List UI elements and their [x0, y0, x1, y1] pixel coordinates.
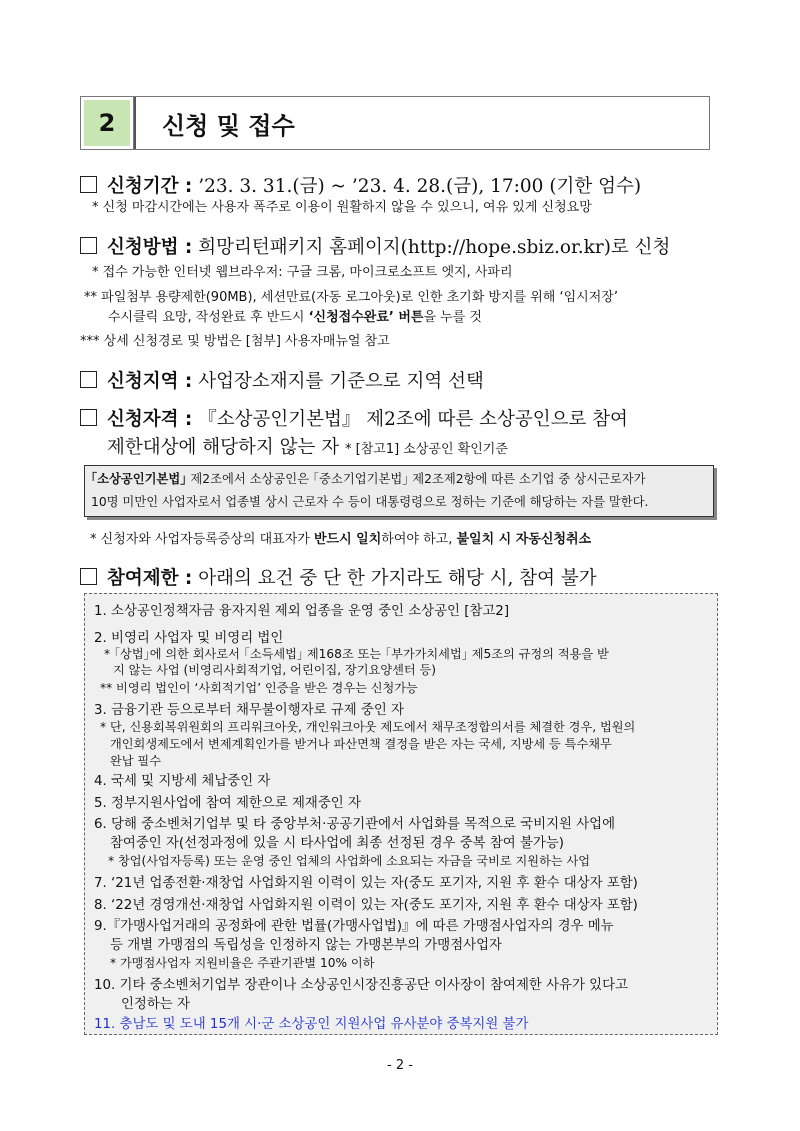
list-item: 등 개별 가맹점의 독립성을 인정하지 않는 가맹본부의 가맹점사업자	[110, 938, 502, 953]
list-subnote: ** 비영리 법인이 ‘사회적기업’ 인증을 받은 경우는 신청가능	[100, 681, 418, 695]
restriction-value: 아래의 요건 중 단 한 가지라도 해당 시, 참여 불가	[198, 568, 597, 589]
section-number: 2	[81, 97, 134, 149]
list-subnote: * ｢상법｣에 의한 회사로서 ｢소득세법｣ 제168조 또는 ｢부가가치세법｣ 제5조의 규정의 적용을 받	[104, 647, 609, 661]
definition-box: ｢소상공인기본법｣ 제2조에서 소상공인은 ｢중소기업기본법｣ 제2조제2항에 따른 소기업 중 상시근로자가 10명 미만인 사업자로서 업종별 상시 근로자 수 등이 대통령령으로 정하는 기준에 해당하는 자를 말한다.	[84, 465, 714, 517]
page-number: - 2 -	[387, 1058, 413, 1073]
checkbox-square-icon	[80, 237, 97, 254]
region-line	[80, 367, 484, 393]
list-subnote: * 창업(사업자등록) 또는 운영 중인 업체의 사업화에 소요되는 자금을 국비로 지원하는 사업	[108, 854, 591, 868]
list-item-highlight: 11. 충남도 및 도내 15개 시·군 소상공인 지원사업 유사분야 중복지원 불가	[94, 1017, 529, 1032]
list-subnote: * 단, 신용회복위원회의 프리워크아웃, 개인워크아웃 제도에서 채무조정합의서를 체결한 경우, 법원의	[100, 720, 636, 734]
qualification-line-2	[107, 433, 508, 459]
list-item: 9.『가맹사업거래의 공정화에 관한 법률(가맹사업법)』에 따른 가맹점사업자의 경우 메뉴	[94, 919, 614, 934]
qualification-value-2: 제한대상에 해당하지 않는 자	[107, 437, 340, 458]
list-item: 3. 금융기관 등으로부터 채무불이행자로 규제 중인 자	[94, 703, 404, 718]
list-item: 8. ‘22년 경영개선·재창업 사업화지원 이력이 있는 자(중도 포기자, 지원 후 환수 대상자 포함)	[94, 898, 638, 913]
method-label: 신청방법 :	[107, 237, 193, 258]
list-item: 참여중인 자(선정과정에 있을 시 타사업에 최종 선정된 경우 중복 참여 불가능)	[110, 836, 565, 851]
period-value: ’23. 3. 31.(금) ~ ’23. 4. 28.(금), 17:00 (기한 엄수)	[198, 176, 642, 197]
restriction-line	[80, 564, 597, 590]
region-label: 신청지역 :	[107, 371, 193, 392]
list-subnote: 지 않는 사업 (비영리사회적기업, 어린이집, 장기요양센터 등)	[113, 663, 437, 677]
checkbox-square-icon	[80, 568, 97, 585]
method-line	[80, 233, 670, 259]
period-label: 신청기간 :	[107, 176, 193, 197]
method-value: 희망리턴패키지 홈페이지(http://hope.sbiz.or.kr)로 신청	[198, 237, 671, 258]
region-value: 사업장소재지를 기준으로 지역 선택	[198, 371, 484, 392]
method-note-3: *** 상세 신청경로 및 방법은 [첨부] 사용자매뉴얼 참고	[80, 334, 390, 349]
list-item: 7. ‘21년 업종전환·재창업 사업화지원 이력이 있는 자(중도 포기자, 지원 후 환수 대상자 포함)	[94, 876, 638, 891]
section-header	[80, 96, 710, 150]
qualification-value-1: 『소상공인기본법』 제2조에 따른 소상공인으로 참여	[198, 409, 628, 430]
list-item: 인정하는 자	[121, 997, 190, 1012]
list-item: 1. 소상공인정책자금 융자지원 제외 업종을 운영 중인 소상공인 [참고2]	[94, 604, 510, 619]
list-item: 4. 국세 및 지방세 체납중인 자	[94, 774, 271, 789]
representative-warning: * 신청자와 사업자등록증상의 대표자가 반드시 일치하여야 하고, 불일치 시 자동신청취소	[90, 532, 592, 547]
period-line	[80, 172, 641, 198]
checkbox-square-icon	[80, 371, 97, 388]
qualification-line	[80, 405, 628, 431]
qualification-label: 신청자격 :	[107, 409, 193, 430]
list-subnote: * 가맹점사업자 지원비율은 주관기관별 10% 이하	[110, 956, 375, 970]
list-item: 6. 당해 중소벤처기업부 및 타 중앙부처·공공기관에서 사업화를 목적으로 국비지원 사업에	[94, 817, 616, 832]
section-title: 신청 및 접수	[134, 97, 709, 149]
list-subnote: 완납 필수	[110, 754, 161, 768]
checkbox-square-icon	[80, 409, 97, 426]
checkbox-square-icon	[80, 176, 97, 193]
list-item: 5. 정부지원사업에 참여 제한으로 제재중인 자	[94, 796, 361, 811]
method-note-2b: 수시클릭 요망, 작성완료 후 반드시 ‘신청접수완료’ 버튼을 누를 것	[108, 310, 482, 325]
list-item: 2. 비영리 사업자 및 비영리 법인	[94, 631, 284, 646]
method-note-1: * 접수 가능한 인터넷 웹브라우저: 구글 크롬, 마이크로소프트 엣지, 사파리	[92, 265, 513, 280]
method-note-2a: ** 파일첨부 용량제한(90MB), 세션만료(자동 로그아웃)로 인한 초기화 방지를 위해 ‘임시저장’	[84, 290, 618, 305]
list-subnote: 개인회생제도에서 변제계획인가를 받거나 파산면책 결정을 받은 자는 국세, 지방세 등 특수채무	[110, 737, 612, 751]
list-item: 10. 기타 중소벤처기업부 장관이나 소상공인시장진흥공단 이사장이 참여제한 사유가 있다고	[94, 978, 628, 993]
qualification-ref: * [참고1] 소상공인 확인기준	[345, 442, 508, 457]
restriction-label: 참여제한 :	[107, 568, 193, 589]
period-note: * 신청 마감시간에는 사용자 폭주로 이용이 원활하지 않을 수 있으니, 여유 있게 신청요망	[92, 200, 592, 215]
